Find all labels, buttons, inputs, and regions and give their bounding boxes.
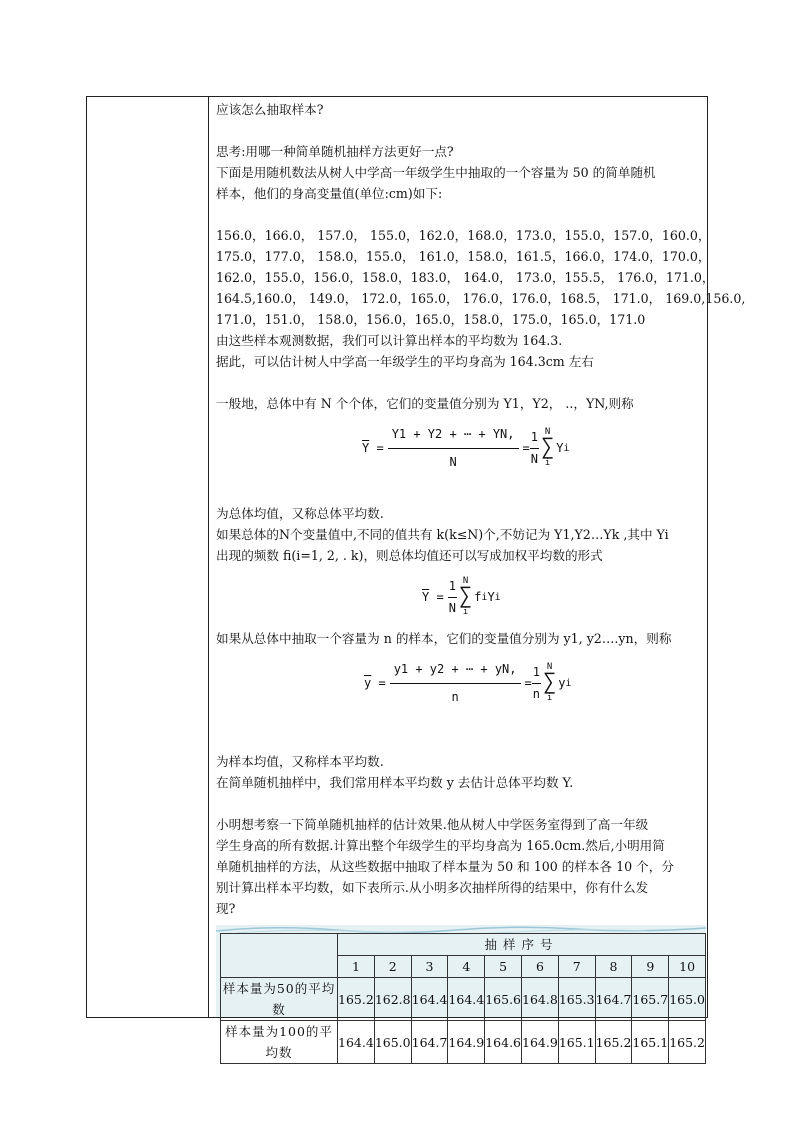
sum-symbol: N ∑ i (542, 662, 557, 703)
sum-bottom: i (546, 693, 553, 703)
column-header: 6 (522, 956, 559, 978)
results-table-image (216, 925, 706, 1060)
table-cell: 165.0 (374, 1021, 411, 1064)
column-header: 10 (669, 956, 706, 978)
paragraph-estimate: 据此，可以估计树人中学高一年级学生的平均身高为 164.3cm 左右 (216, 354, 594, 369)
data-line: 156.0，166.0， 157.0， 155.0，162.0，168.0，173.0，155.0，157.0，160.0， (216, 228, 711, 243)
formula-term: Y (556, 440, 564, 455)
table-cell: 164.4 (338, 1021, 375, 1064)
paragraph-weighted-1: 如果总体的N个变量值中,不同的值共有 k(k≤N)个,不妨记为 Y1,Y2…Yk ,其中 Yi (216, 527, 669, 542)
formula-sample-mean: $\overline{y}$ = $\frac{y1 + y2 + \cdots + yN,}{n}$ = $\frac{1}{n}$ N ∑ i y i (216, 649, 706, 717)
paragraph-intro-2: 样本，他们的身高变量值(单位:cm)如下: (216, 186, 443, 201)
formula-term-2: Y (487, 589, 495, 604)
data-line: 171.0，151.0， 158.0，156.0，165.0，158.0，175.0，165.0，171.0 (216, 312, 646, 327)
formula-numerator: y1 + y2 + ⋯ + yN, (390, 659, 521, 684)
formula-term-sub: i (481, 591, 488, 603)
table-cell: 164.4 (448, 978, 485, 1021)
sum-top: N (462, 576, 469, 586)
formula-term-sub: i (563, 442, 570, 454)
formula-coef-den: N (448, 600, 456, 615)
table-corner (221, 934, 338, 978)
formula-coef-num: 1 (448, 576, 457, 598)
formula-numerator: Y1 + Y2 + ⋯ + YN, (388, 424, 519, 449)
row-label: 样本量为100的平均数 (221, 1021, 338, 1064)
column-header: 3 (411, 956, 448, 978)
paragraph-population-mean: 为总体均值，又称总体平均数. (216, 506, 384, 521)
table-cell: 165.3 (558, 978, 595, 1021)
formula-coef-den: n (532, 686, 540, 701)
sum-bottom: i (462, 607, 469, 617)
column-header: 2 (374, 956, 411, 978)
paragraph-sample-mean: 由这些样本观测数据，我们可以计算出样本的平均数为 164.3. (216, 333, 563, 348)
formula-term-2-sub: i (494, 591, 501, 603)
sum-symbol: N ∑ i (458, 576, 473, 617)
table-cell: 165.2 (338, 978, 375, 1021)
formula-population-mean: $\overline{Y}$ = $\frac{Y1 + Y2 + \cdots + YN,}{N}$ = $\frac{1}{N}$ N ∑ i Y i (216, 414, 706, 482)
row-label: 样本量为50的平均数 (221, 978, 338, 1021)
sum-symbol: N ∑ i (540, 427, 555, 468)
formula-lhs: $\overline{Y}$ (362, 440, 370, 455)
paragraph-estimation: 在简单随机抽样中，我们常用样本平均数 y 去估计总体平均数 Y. (216, 775, 574, 790)
table-cell: 164.8 (522, 978, 559, 1021)
formula-weighted-mean: $\overline{Y}$ = $\frac{1}{N}$ N ∑ i f i Y i (422, 576, 501, 617)
formula-lhs: $\overline{y}$ (364, 675, 372, 690)
table-cell: 164.6 (485, 1021, 522, 1064)
table-cell: 164.7 (411, 1021, 448, 1064)
column-header: 1 (338, 956, 375, 978)
sum-top: N (544, 427, 551, 437)
paragraph-question: 应该怎么抽取样本? (216, 102, 324, 117)
results-table (220, 933, 706, 1064)
content-column (216, 99, 746, 1060)
table-cell: 165.0 (669, 978, 706, 1021)
formula-coef-num: 1 (530, 427, 539, 449)
column-header: 4 (448, 956, 485, 978)
formula-lhs: $\overline{Y}$ (422, 589, 430, 604)
table-cell: 164.7 (595, 978, 632, 1021)
paragraph-xiaoming-5: 现? (216, 901, 236, 916)
sum-bottom: i (544, 458, 551, 468)
left-column (87, 97, 209, 1017)
lesson-table-frame (86, 96, 746, 1060)
paragraph-xiaoming-4: 别计算出样本平均数，如下表所示.从小明多次抽样所得的结果中，你有什么发 (216, 880, 649, 895)
paragraph-weighted-2: 出现的频数 fi(i=1, 2, . k)，则总体均值还可以写成加权平均数的形式 (216, 548, 603, 563)
formula-term-sub: i (565, 677, 572, 689)
formula-term: y (558, 675, 566, 690)
paragraph-xiaoming-3: 单随机抽样的方法，从这些数据中抽取了样本量为 50 和 100 的样本各 10 个，分 (216, 859, 674, 874)
table-cell: 165.6 (485, 978, 522, 1021)
table-cell: 164.9 (448, 1021, 485, 1064)
table-cell: 165.1 (632, 1021, 669, 1064)
formula-coef-den: N (530, 451, 538, 466)
paragraph-sample: 如果从总体中抽取一个容量为 n 的样本，它们的变量值分别为 y1, y2….yn，则称 (216, 631, 672, 646)
table-cell: 165.2 (595, 1021, 632, 1064)
paragraph-sample-mean-def: 为样本均值，又称样本平均数. (216, 754, 384, 769)
paragraph-xiaoming-2: 学生身高的所有数据.计算出整个年级学生的平均身高为 165.0cm.然后,小明用简 (216, 838, 665, 853)
column-header: 7 (558, 956, 595, 978)
data-line: 175.0，177.0， 158.0，155.0， 161.0，158.0，161.5，166.0，174.0，170.0， (216, 249, 711, 264)
table-header: 抽样序号 (338, 934, 706, 956)
table-row (221, 1021, 706, 1064)
formula-denominator: N (449, 454, 457, 469)
table-cell: 162.8 (374, 978, 411, 1021)
paragraph-xiaoming-1: 小明想考察一下简单随机抽样的估计效果.他从树人中学医务室得到了高一年级 (216, 817, 649, 832)
data-line: 164.5,160.0， 149.0， 172.0，165.0， 176.0，176.0，168.5， 171.0， 169.0,156.0, (216, 291, 746, 306)
table-cell: 165.2 (669, 1021, 706, 1064)
column-header: 5 (485, 956, 522, 978)
sample-data (216, 225, 746, 330)
paragraph-intro-1: 下面是用随机数法从树人中学高一年级学生中抽取的一个容量为 50 的简单随机 (216, 165, 656, 180)
paragraph-population: 一般地，总体中有 N 个个体，它们的变量值分别为 Y1，Y2， ..，YN,则称 (216, 396, 634, 411)
table-cell: 164.9 (522, 1021, 559, 1064)
formula-coef-num: 1 (532, 662, 541, 684)
paragraph-think: 思考:用哪一种简单随机抽样方法更好一点? (216, 144, 454, 159)
table-row (221, 978, 706, 1021)
table-cell: 165.7 (632, 978, 669, 1021)
column-header: 8 (595, 956, 632, 978)
formula-denominator: n (451, 689, 459, 704)
column-header: 9 (632, 956, 669, 978)
formula-term: f (474, 589, 482, 604)
sum-top: N (546, 662, 553, 672)
table-cell: 164.4 (411, 978, 448, 1021)
table-cell: 165.1 (558, 1021, 595, 1064)
data-line: 162.0，155.0，156.0，158.0，183.0， 164.0， 173.0，155.5， 176.0，171.0， (216, 270, 715, 285)
